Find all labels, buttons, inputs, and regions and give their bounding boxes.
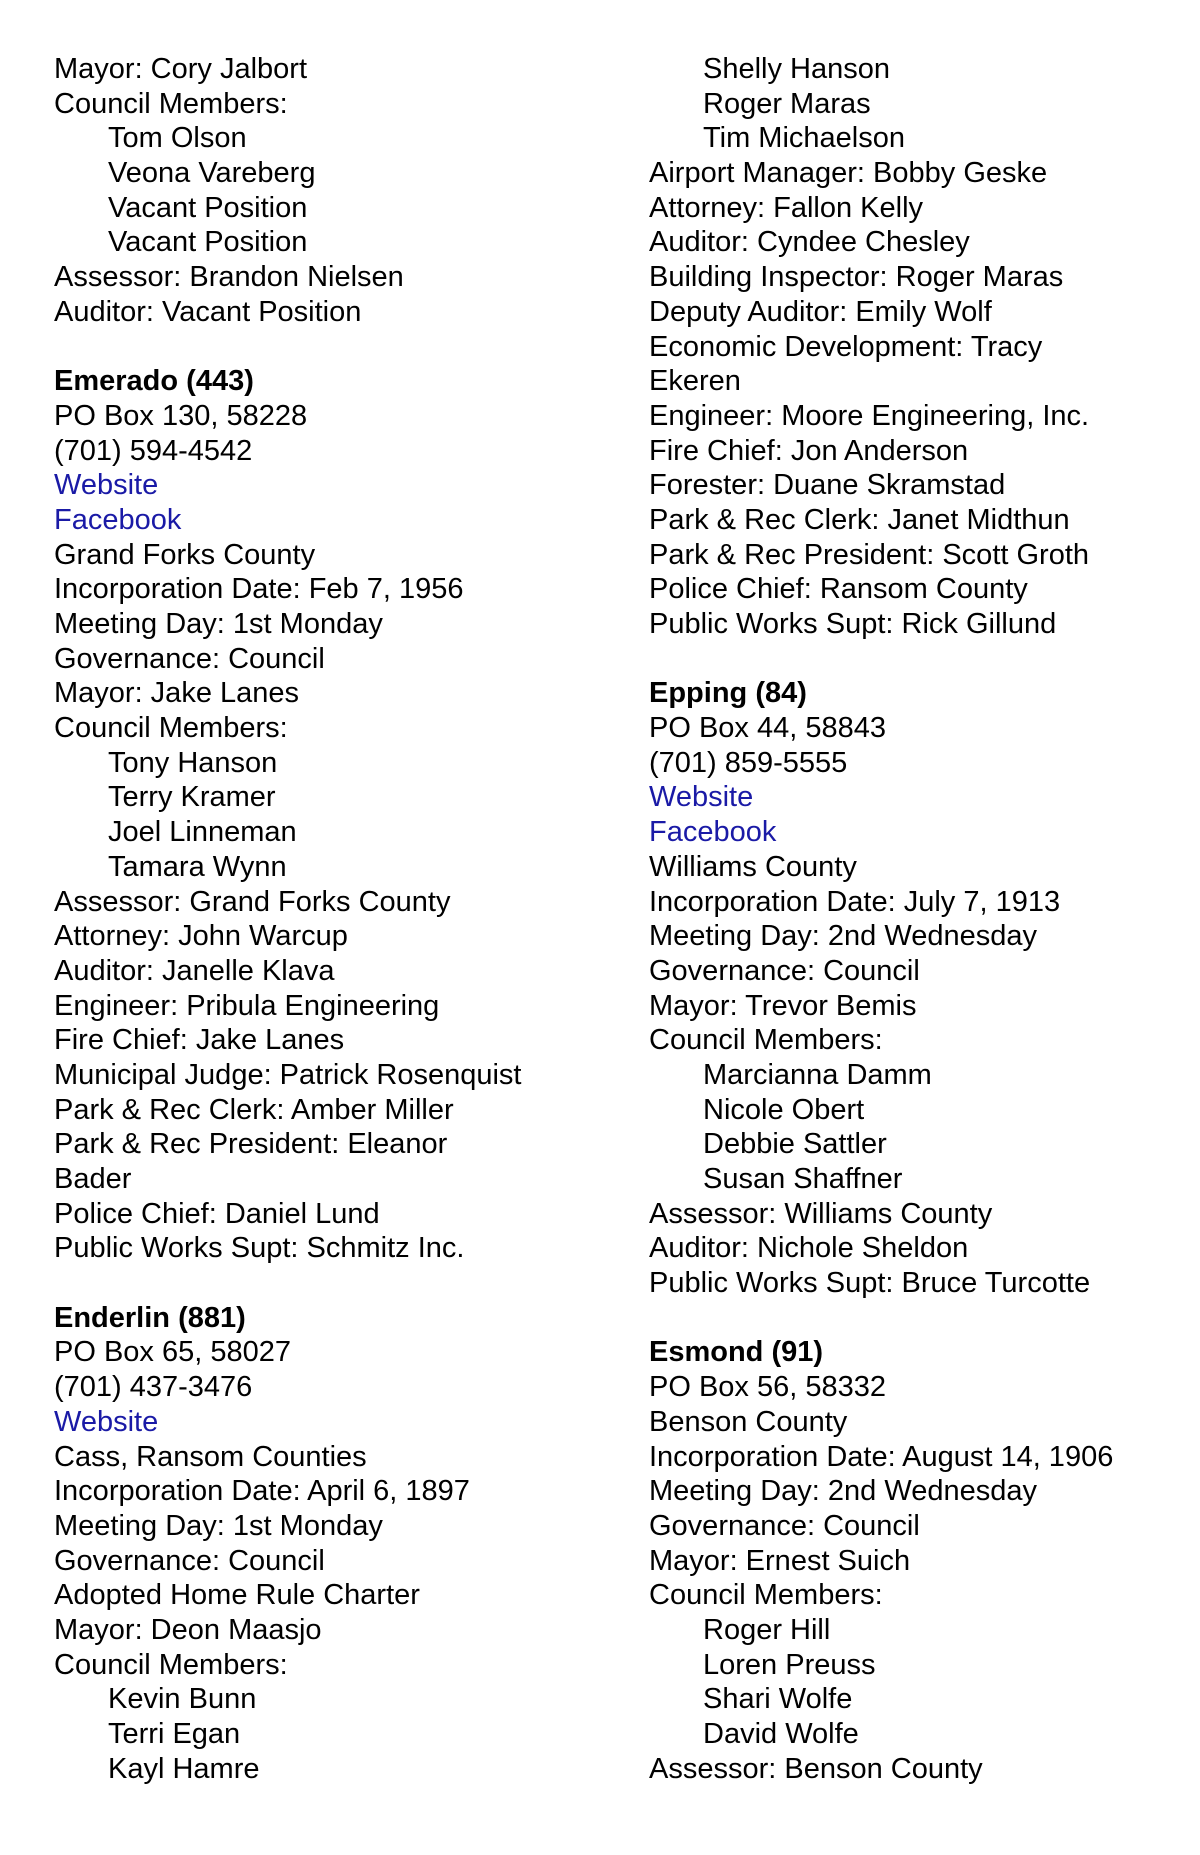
website-link[interactable]: Website	[54, 1405, 159, 1438]
directory-line: Deputy Auditor: Emily Wolf	[649, 295, 992, 328]
directory-line: Public Works Supt: Bruce Turcotte	[649, 1267, 1091, 1300]
directory-line: Engineer: Moore Engineering, Inc.	[649, 399, 1090, 432]
directory-line: Mayor: Ernest Suich	[649, 1544, 911, 1577]
directory-line: Attorney: Fallon Kelly	[649, 191, 924, 224]
directory-line: Attorney: John Warcup	[54, 920, 348, 953]
council-member-name: Tony Hanson	[108, 746, 278, 779]
council-member-name: Nicole Obert	[703, 1093, 865, 1126]
directory-line: Cass, Ransom Counties	[54, 1440, 367, 1473]
council-member-name: Roger Hill	[703, 1613, 831, 1646]
directory-line: Governance: Council	[54, 1544, 325, 1577]
directory-line: Governance: Council	[54, 642, 325, 675]
directory-line: Park & Rec President: Scott Groth	[649, 538, 1090, 571]
directory-line: Incorporation Date: August 14, 1906	[649, 1440, 1114, 1473]
council-member-name: David Wolfe	[703, 1718, 859, 1750]
council-member-name: Kevin Bunn	[108, 1683, 257, 1716]
council-member-name: Terri Egan	[108, 1718, 241, 1750]
directory-line: Assessor: Williams County	[649, 1197, 993, 1230]
directory-line: Incorporation Date: April 6, 1897	[54, 1475, 470, 1508]
directory-line: Council Members:	[54, 712, 288, 745]
city-heading: Enderlin (881)	[54, 1301, 246, 1334]
facebook-link[interactable]: Facebook	[54, 503, 182, 536]
city-heading: Esmond (91)	[649, 1336, 824, 1369]
directory-line: Incorporation Date: Feb 7, 1956	[54, 573, 464, 606]
council-member-name: Terry Kramer	[108, 781, 276, 814]
directory-line: Building Inspector: Roger Maras	[649, 261, 1064, 294]
directory-line: Park & Rec Clerk: Janet Midthun	[649, 503, 1070, 536]
directory-line: Governance: Council	[649, 954, 920, 987]
directory-line: Council Members:	[54, 87, 288, 120]
directory-line: Grand Forks County	[54, 538, 316, 571]
directory-line: Police Chief: Ransom County	[649, 573, 1028, 606]
council-member-name: Vacant Position	[108, 191, 308, 224]
directory-line: (701) 594-4542	[54, 434, 253, 467]
directory-line: Meeting Day: 1st Monday	[54, 1509, 383, 1542]
directory-line: Council Members:	[649, 1579, 883, 1612]
council-member-name: Roger Maras	[703, 87, 871, 120]
directory-line: Assessor: Benson County	[649, 1752, 983, 1785]
council-member-name: Loren Preuss	[703, 1648, 876, 1681]
directory-line: Forester: Duane Skramstad	[649, 469, 1006, 502]
directory-line: Airport Manager: Bobby Geske	[649, 157, 1048, 190]
council-member-name: Vacant Position	[108, 226, 308, 259]
directory-line: Mayor: Cory Jalbort	[54, 53, 308, 85]
council-member-name: Marcianna Damm	[703, 1058, 932, 1091]
council-member-name: Joel Linneman	[108, 816, 297, 849]
directory-line: Municipal Judge: Patrick Rosenquist	[54, 1058, 522, 1091]
directory-line: Adopted Home Rule Charter	[54, 1579, 420, 1612]
directory-line: Park & Rec President: Eleanor	[54, 1128, 448, 1161]
directory-line: Engineer: Pribula Engineering	[54, 989, 440, 1022]
directory-line: Benson County	[649, 1405, 848, 1438]
council-member-name: Shari Wolfe	[703, 1683, 853, 1716]
council-member-name: Tom Olson	[108, 122, 247, 155]
directory-line: Assessor: Brandon Nielsen	[54, 261, 404, 294]
directory-line: PO Box 65, 58027	[54, 1336, 291, 1369]
directory-line: Auditor: Janelle Klava	[54, 954, 335, 987]
council-member-name: Shelly Hanson	[703, 53, 890, 85]
directory-line: Public Works Supt: Rick Gillund	[649, 608, 1057, 640]
directory-line: (701) 437-3476	[54, 1371, 253, 1404]
section-spacer	[649, 1301, 1189, 1336]
directory-line: Meeting Day: 2nd Wednesday	[649, 1475, 1037, 1508]
section-spacer	[54, 330, 614, 365]
directory-line: Governance: Council	[649, 1509, 920, 1542]
directory-line: Auditor: Vacant Position	[54, 295, 362, 328]
directory-line: PO Box 44, 58843	[649, 712, 886, 745]
directory-line: Ekeren	[649, 365, 741, 398]
directory-line: Auditor: Nichole Sheldon	[649, 1232, 969, 1265]
left-column	[54, 52, 614, 1786]
directory-line: Auditor: Cyndee Chesley	[649, 226, 970, 259]
directory-line: PO Box 56, 58332	[649, 1371, 886, 1404]
council-member-name: Susan Shaffner	[703, 1163, 903, 1195]
directory-line: Police Chief: Daniel Lund	[54, 1197, 380, 1230]
directory-line: Fire Chief: Jon Anderson	[649, 434, 969, 467]
right-column	[649, 52, 1189, 1786]
website-link[interactable]: Website	[54, 469, 159, 502]
council-member-name: Veona Vareberg	[108, 157, 316, 190]
website-link[interactable]: Website	[649, 781, 754, 814]
directory-line: Mayor: Trevor Bemis	[649, 989, 917, 1022]
directory-line: Meeting Day: 2nd Wednesday	[649, 920, 1037, 953]
section-spacer	[54, 1266, 614, 1301]
facebook-link[interactable]: Facebook	[649, 816, 777, 849]
directory-line: Public Works Supt: Schmitz Inc.	[54, 1232, 465, 1265]
city-heading: Epping (84)	[649, 677, 807, 710]
council-member-name: Debbie Sattler	[703, 1128, 887, 1161]
council-member-name: Tamara Wynn	[108, 850, 287, 883]
directory-line: Council Members:	[54, 1648, 288, 1681]
section-spacer	[649, 642, 1189, 677]
directory-line: (701) 859-5555	[649, 746, 848, 779]
directory-line: Fire Chief: Jake Lanes	[54, 1024, 345, 1057]
directory-line: Economic Development: Tracy	[649, 330, 1043, 363]
directory-line: Meeting Day: 1st Monday	[54, 608, 383, 640]
directory-line: Assessor: Grand Forks County	[54, 885, 451, 918]
directory-line: Park & Rec Clerk: Amber Miller	[54, 1093, 454, 1126]
city-heading: Emerado (443)	[54, 365, 254, 398]
directory-line: PO Box 130, 58228	[54, 399, 308, 432]
directory-line: Incorporation Date: July 7, 1913	[649, 885, 1061, 918]
directory-line: Council Members:	[649, 1024, 883, 1057]
directory-line: Mayor: Deon Maasjo	[54, 1613, 322, 1646]
directory-line: Mayor: Jake Lanes	[54, 677, 300, 710]
directory-line: Williams County	[649, 850, 857, 883]
council-member-name: Tim Michaelson	[703, 122, 905, 155]
directory-line: Bader	[54, 1163, 132, 1195]
council-member-name: Kayl Hamre	[108, 1752, 260, 1785]
